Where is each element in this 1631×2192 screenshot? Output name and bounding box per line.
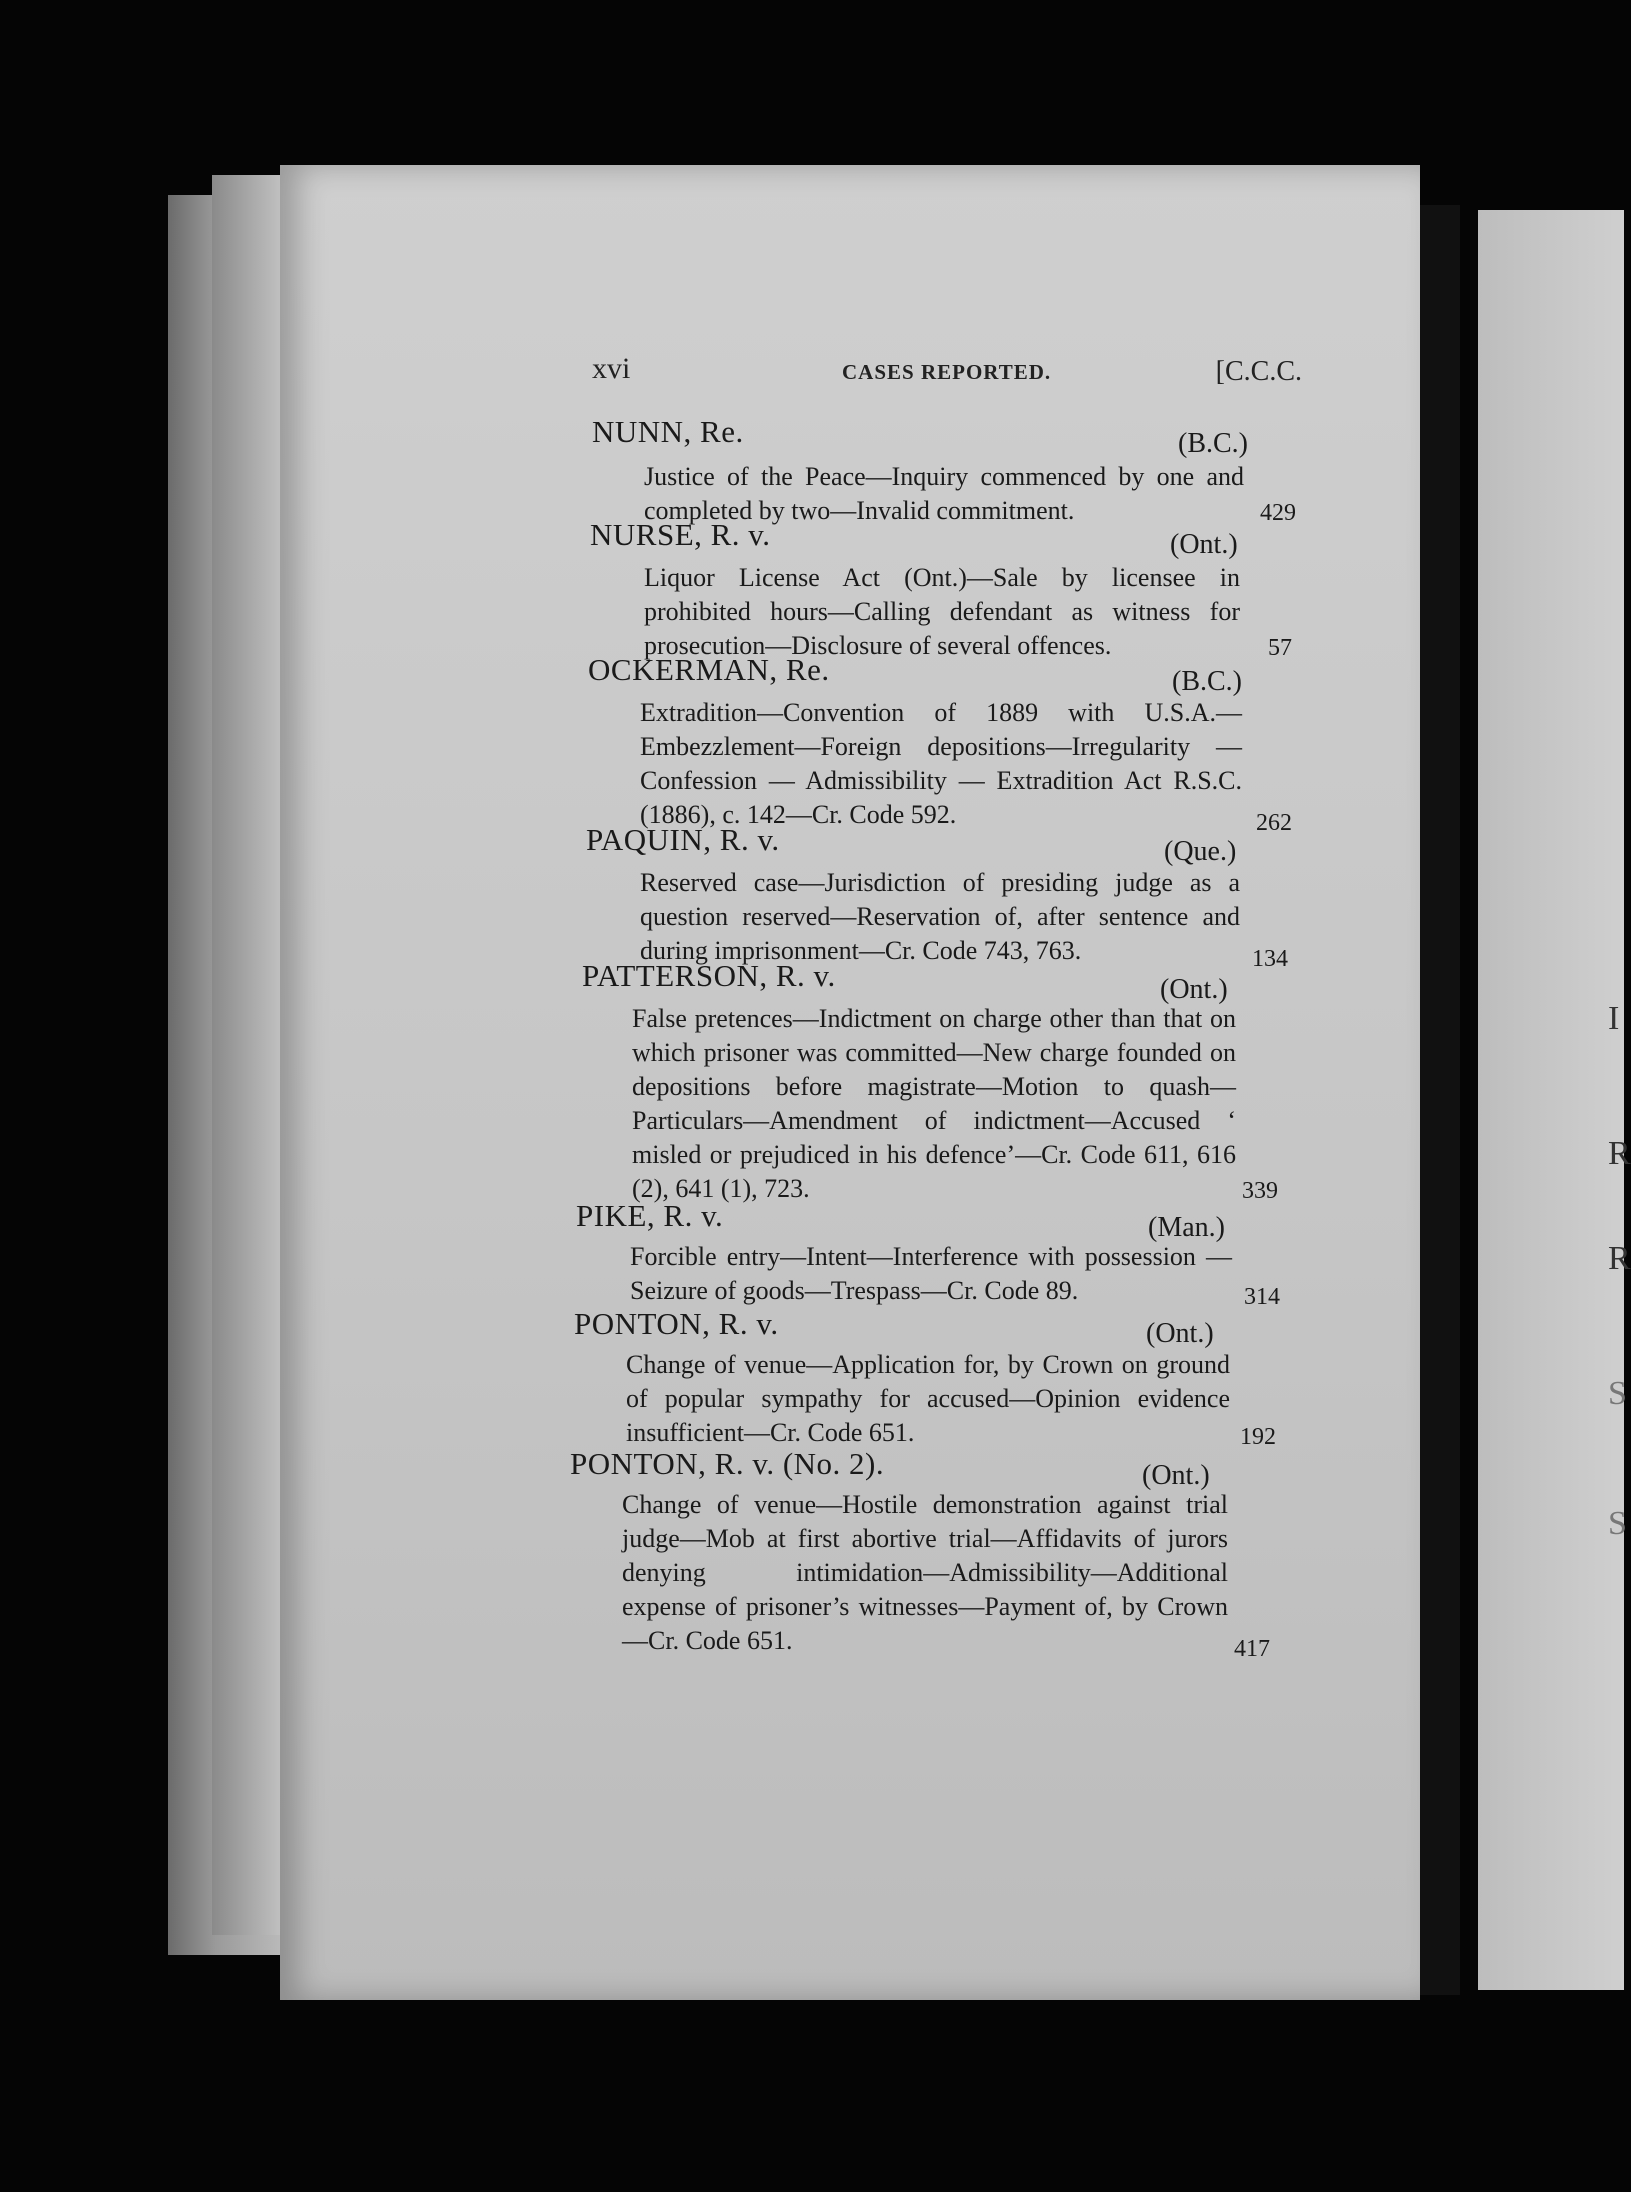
case-title: OCKERMAN, Re. xyxy=(588,652,830,687)
running-title: CASES REPORTED. xyxy=(842,360,1052,384)
page-reference: 262 xyxy=(1256,810,1292,836)
page-header xyxy=(592,352,1302,396)
case-entry xyxy=(588,652,1292,836)
facing-page-letter: S xyxy=(1608,1375,1627,1412)
page-reference: 339 xyxy=(1242,1178,1278,1204)
case-entry xyxy=(574,1306,1276,1450)
case-title: NURSE, R. v. xyxy=(590,517,771,552)
court-label: (B.C.) xyxy=(1178,428,1248,459)
court-label: (Ont.) xyxy=(1160,974,1228,1005)
case-title: PONTON, R. v. xyxy=(574,1306,779,1341)
page-reference: 429 xyxy=(1260,500,1296,526)
court-label: (Ont.) xyxy=(1142,1460,1210,1491)
case-title: PATTERSON, R. v. xyxy=(582,958,836,993)
case-entry xyxy=(586,822,1288,972)
case-title: NUNN, Re. xyxy=(592,414,744,449)
page-number: xvi xyxy=(592,352,631,385)
case-entry xyxy=(570,1446,1270,1666)
case-title: PAQUIN, R. v. xyxy=(586,822,780,857)
case-description: Extradition—Convention of 1889 with U.S.A.—Embezzlement—Foreign depositions—Irregularity —Confession — Admissibility — Extradition Act R.S.C. (1886), c. 142—Cr. Code 592. xyxy=(640,698,1242,829)
facing-page-letter: R xyxy=(1608,1240,1631,1277)
case-entry xyxy=(576,1198,1280,1310)
case-entry xyxy=(582,958,1278,1204)
case-description: False pretences—Indictment on charge other than that on which prisoner was committed—New charge founded on depositions before magistrate—Motion to quash—Particulars—Amendment of indictment—Accused ‘ misled or prejudiced in his defence’—Cr. Code 611, 616 (2), 641 (1), 723. xyxy=(632,1004,1236,1203)
case-description: Reserved case—Jurisdiction of presiding judge as a question reserved—Reservation of, after sentence and during imprisonment—Cr. Code 743, 763. xyxy=(640,868,1240,965)
case-title: PIKE, R. v. xyxy=(576,1198,724,1233)
case-description: Change of venue—Application for, by Crown on ground of popular sympathy for accused—Opinion evidence insufficient—Cr. Code 651. xyxy=(626,1350,1230,1447)
page-reference: 192 xyxy=(1240,1424,1276,1450)
case-entry xyxy=(592,414,1296,526)
page-reference: 134 xyxy=(1252,946,1288,972)
court-label: (Man.) xyxy=(1148,1212,1225,1243)
case-description: Change of venue—Hostile demonstration against trial judge—Mob at first abortive trial—Affidavits of jurors denying intimidation—Admissibility—Additional expense of prisoner’s witnesses—Payment of, by Crown—Cr. Code 651. xyxy=(622,1490,1228,1655)
case-description: Justice of the Peace—Inquiry commenced by one and completed by two—Invalid commitment. xyxy=(644,462,1244,525)
court-label: (Ont.) xyxy=(1170,529,1238,560)
page-reference: 57 xyxy=(1268,635,1292,661)
case-description: Liquor License Act (Ont.)—Sale by licensee in prohibited hours—Calling defendant as witness for prosecution—Disclosure of several offences. xyxy=(644,563,1240,660)
case-title: PONTON, R. v. (No. 2). xyxy=(570,1446,885,1481)
court-label: (Ont.) xyxy=(1146,1318,1214,1349)
case-entry xyxy=(590,517,1292,661)
volume-label: [C.C.C. xyxy=(1215,356,1302,387)
facing-page-letter: S xyxy=(1608,1505,1627,1542)
page-reference: 314 xyxy=(1244,1284,1280,1310)
facing-page-letter: R xyxy=(1608,1135,1631,1172)
case-description: Forcible entry—Intent—Interference with possession —Seizure of goods—Trespass—Cr. Code 89. xyxy=(630,1242,1232,1305)
page-reference: 417 xyxy=(1234,1636,1270,1662)
court-label: (B.C.) xyxy=(1172,666,1242,697)
court-label: (Que.) xyxy=(1164,836,1237,867)
facing-page-letter: I xyxy=(1608,1000,1620,1037)
